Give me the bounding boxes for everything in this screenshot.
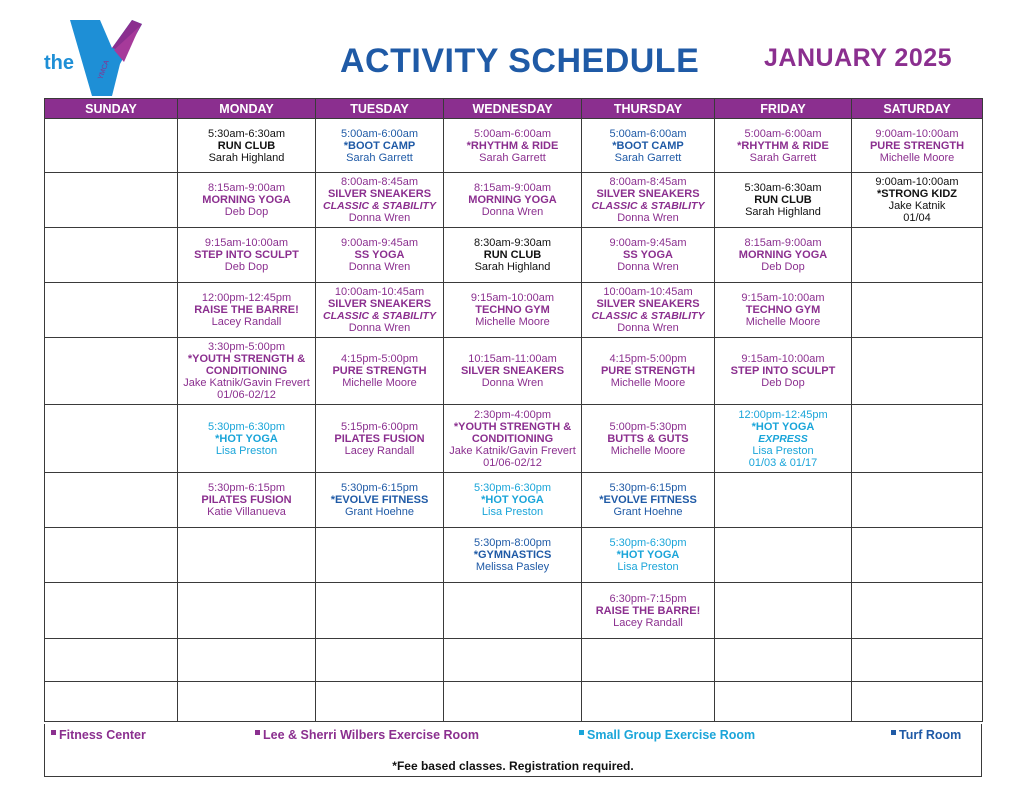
class-instructor: Lacey Randall [211,316,282,328]
class-instructor: Michelle Moore [610,444,686,457]
class-instructor: Jake Katnik/Gavin Frevert [449,444,576,457]
class-name-cont: CONDITIONING [471,432,554,445]
legend-item [891,728,961,742]
class-subtitle: CLASSIC & STABILITY [591,310,705,322]
class-subtitle: CLASSIC & STABILITY [591,200,705,212]
empty-slot [45,173,178,228]
empty-slot [45,338,178,405]
class-time: 9:00am-10:00am [875,176,959,188]
class-instructor: Melissa Pasley [475,561,550,573]
class-name: MORNING YOGA [202,194,291,206]
class-instructor: Lisa Preston [752,444,814,457]
class-instructor: Grant Hoehne [344,506,415,518]
class-instructor: Lacey Randall [613,616,683,629]
class-time: 9:15am-10:00am [204,237,289,249]
class-time: 5:15pm-6:00pm [340,420,419,433]
class-time: 12:00pm-12:45pm [201,292,292,304]
class-name: *EVOLVE FITNESS [330,494,429,506]
class-name: SS YOGA [354,249,405,261]
empty-slot [715,528,852,583]
class-instructor: Sarah Highland [474,261,551,273]
class-instructor: Sarah Garrett [479,151,546,164]
class-entry [582,583,715,639]
class-name: *STRONG KIDZ [876,188,958,200]
class-instructor: Donna Wren [617,322,679,334]
class-time: 4:15pm-5:00pm [609,353,687,365]
class-instructor: Sarah Garrett [614,151,682,164]
day-header-row [45,99,983,119]
class-instructor: Sarah Highland [745,206,821,218]
class-name: PILATES FUSION [201,494,292,506]
class-time: 5:30pm-6:15pm [207,482,286,494]
class-name: *GYMNASTICS [473,549,552,561]
empty-slot [852,338,983,405]
class-entry [444,283,582,338]
class-instructor: Donna Wren [348,212,411,224]
class-instructor: Lisa Preston [215,444,278,457]
class-instructor: Michelle Moore [342,377,417,389]
legend-label: Small Group Exercise Room [587,728,756,742]
legend-swatch [891,730,896,735]
legend-item [579,728,755,742]
class-time: 5:30pm-6:30pm [609,537,687,549]
class-name: SILVER SNEAKERS [327,188,432,200]
schedule-table [44,98,983,722]
class-entry [316,173,444,228]
day-header: MONDAY [178,99,316,119]
class-name: SS YOGA [623,249,673,261]
class-name: SILVER SNEAKERS [596,298,700,310]
class-time: 9:00am-10:00am [875,127,959,140]
empty-slot [852,583,983,639]
class-instructor: Michelle Moore [879,151,955,164]
class-entry [582,173,715,228]
class-entry [582,228,715,283]
class-entry [178,228,316,283]
empty-slot [852,228,983,283]
class-instructor: Donna Wren [481,206,544,218]
class-entry [582,405,715,473]
class-entry [444,473,582,528]
class-time: 2:30pm-4:00pm [473,408,552,421]
schedule-row [45,283,983,338]
class-time: 8:15am-9:00am [207,182,286,194]
class-instructor: Lisa Preston [617,561,679,573]
empty-slot [45,283,178,338]
class-name: *BOOT CAMP [343,139,416,152]
empty-slot [178,528,316,583]
class-name: PILATES FUSION [334,432,425,445]
class-time: 5:00am-6:00am [473,127,552,140]
legend-item [255,728,479,742]
class-time: 9:00am-9:45am [609,237,687,249]
legend-item [51,728,146,742]
class-entry [582,528,715,583]
class-time: 3:30pm-5:00pm [207,341,286,353]
class-instructor: Deb Dop [761,261,805,273]
legend-swatch [579,730,584,735]
class-instructor: Lisa Preston [481,506,544,518]
empty-slot [444,682,582,722]
class-subtitle: CLASSIC & STABILITY [323,200,436,212]
class-entry [715,405,852,473]
empty-slot [45,639,178,682]
schedule-row [45,583,983,639]
class-instructor: Sarah Garrett [749,151,817,164]
class-entry [316,405,444,473]
class-entry [444,528,582,583]
class-time: 5:30am-6:30am [744,182,822,194]
class-instructor: Donna Wren [348,261,411,273]
class-name: MORNING YOGA [468,194,557,206]
empty-slot [178,583,316,639]
ymca-y-icon [40,18,150,100]
schedule-row [45,338,983,405]
class-name: SILVER SNEAKERS [596,188,700,200]
class-entry [444,173,582,228]
class-name: TECHNO GYM [475,304,550,316]
class-dates: 01/04 [903,212,931,224]
class-entry [715,173,852,228]
class-subtitle: EXPRESS [758,432,808,445]
empty-slot [582,682,715,722]
class-instructor: Donna Wren [348,322,411,334]
class-entry [178,173,316,228]
class-time: 9:15am-10:00am [741,292,825,304]
class-entry [715,119,852,173]
empty-slot [852,283,983,338]
class-instructor: Grant Hoehne [613,506,683,518]
class-instructor: Donna Wren [617,212,679,224]
class-name: STEP INTO SCULPT [730,365,836,377]
empty-slot [45,119,178,173]
class-name: SILVER SNEAKERS [460,365,565,377]
class-time: 5:30pm-6:30pm [473,482,552,494]
class-time: 12:00pm-12:45pm [738,408,828,421]
class-dates: 01/06-02/12 [217,389,276,401]
class-entry [178,405,316,473]
class-time: 8:15am-9:00am [473,182,552,194]
class-entry [715,228,852,283]
page-title: ACTIVITY SCHEDULE [340,42,700,80]
class-dates: 01/06-02/12 [483,456,542,469]
empty-slot [852,528,983,583]
class-entry [444,228,582,283]
schedule-row [45,639,983,682]
class-time: 8:15am-9:00am [744,237,822,249]
class-time: 5:30pm-6:30pm [207,420,286,433]
empty-slot [852,473,983,528]
empty-slot [444,583,582,639]
schedule-row [45,405,983,473]
schedule-month: JANUARY 2025 [764,44,953,72]
legend-label: Lee & Sherri Wilbers Exercise Room [263,728,479,742]
class-instructor: Donna Wren [617,261,679,273]
class-time: 10:00am-10:45am [334,286,425,298]
empty-slot [178,639,316,682]
schedule-row [45,119,983,173]
class-entry [715,338,852,405]
class-entry [444,405,582,473]
class-name: RUN CLUB [217,139,276,152]
class-name: *HOT YOGA [616,549,680,561]
class-instructor: Donna Wren [481,377,544,389]
empty-slot [715,639,852,682]
empty-slot [715,583,852,639]
class-instructor: Jake Katnik [888,200,946,212]
empty-slot [316,682,444,722]
class-entry [582,119,715,173]
legend-swatch [255,730,260,735]
class-entry [178,283,316,338]
class-name: *RHYTHM & RIDE [737,139,829,152]
empty-slot [715,473,852,528]
class-name: *HOT YOGA [751,420,815,433]
class-time: 5:00am-6:00am [609,127,687,140]
empty-slot [45,583,178,639]
empty-slot [45,528,178,583]
class-entry [316,283,444,338]
empty-slot [582,639,715,682]
class-time: 5:30pm-8:00pm [473,537,552,549]
class-entry [715,283,852,338]
class-name: RAISE THE BARRE! [194,304,299,316]
class-instructor: Deb Dop [224,261,269,273]
class-entry [178,119,316,173]
class-name: *YOUTH STRENGTH & [453,420,572,433]
day-header: WEDNESDAY [444,99,582,119]
class-instructor: Deb Dop [761,377,805,389]
class-name: *HOT YOGA [481,494,544,506]
class-time: 6:30pm-7:15pm [609,592,687,605]
empty-slot [178,682,316,722]
day-header: FRIDAY [715,99,852,119]
class-entry [852,119,983,173]
class-instructor: Sarah Garrett [346,151,413,164]
class-name: *BOOT CAMP [612,139,684,152]
class-instructor: Michelle Moore [745,316,821,328]
class-time: 8:00am-8:45am [609,176,687,188]
class-instructor: Jake Katnik/Gavin Frevert [183,377,310,389]
ymca-logo [40,18,150,100]
class-name: RUN CLUB [754,194,812,206]
class-name: STEP INTO SCULPT [194,249,299,261]
class-instructor: Sarah Highland [208,151,285,164]
class-time: 5:00am-6:00am [340,127,419,140]
class-entry [316,338,444,405]
empty-slot [852,682,983,722]
schedule-legend [44,724,982,777]
class-name: *HOT YOGA [215,432,278,445]
class-name: *YOUTH STRENGTH & [187,353,306,365]
class-name: *EVOLVE FITNESS [599,494,697,506]
class-name: RUN CLUB [483,249,542,261]
class-subtitle: CLASSIC & STABILITY [323,310,436,322]
class-entry [582,283,715,338]
fee-footnote: *Fee based classes. Registration required. [392,759,634,773]
schedule-row [45,473,983,528]
class-time: 5:30pm-6:15pm [340,482,419,494]
class-instructor: Lacey Randall [344,444,415,457]
empty-slot [45,682,178,722]
class-dates: 01/03 & 01/17 [748,456,818,469]
class-name: SILVER SNEAKERS [327,298,432,310]
class-entry [316,473,444,528]
class-entry [316,119,444,173]
empty-slot [852,639,983,682]
class-instructor: Michelle Moore [610,377,686,389]
empty-slot [45,473,178,528]
empty-slot [316,528,444,583]
class-time: 5:30am-6:30am [207,127,286,140]
class-instructor: Katie Villanueva [207,506,286,518]
class-time: 4:15pm-5:00pm [340,353,419,365]
day-header: SATURDAY [852,99,983,119]
legend-label: Turf Room [899,728,962,742]
class-time: 10:00am-10:45am [603,286,693,298]
class-entry [444,119,582,173]
class-time: 9:00am-9:45am [340,237,419,249]
logo-ymca-text: YMCA [97,59,111,81]
class-entry [582,338,715,405]
class-entry [316,228,444,283]
class-entry [582,473,715,528]
class-time: 10:15am-11:00am [468,353,557,365]
class-entry [178,473,316,528]
empty-slot [45,405,178,473]
class-entry [444,338,582,405]
class-name: PURE STRENGTH [869,139,965,152]
class-name: TECHNO GYM [745,304,821,316]
class-entry [178,338,316,405]
empty-slot [852,405,983,473]
class-time: 5:00pm-5:30pm [609,420,687,433]
class-time: 5:30pm-6:15pm [609,482,687,494]
class-name: *RHYTHM & RIDE [466,139,559,152]
empty-slot [444,639,582,682]
class-time: 9:15am-10:00am [470,292,555,304]
class-time: 9:15am-10:00am [741,353,825,365]
schedule-row [45,682,983,722]
class-time: 5:00am-6:00am [744,127,822,140]
schedule-row [45,228,983,283]
class-name: PURE STRENGTH [332,365,427,377]
class-time: 8:00am-8:45am [340,176,419,188]
schedule-row [45,528,983,583]
empty-slot [316,583,444,639]
class-name: PURE STRENGTH [600,365,696,377]
day-header: TUESDAY [316,99,444,119]
empty-slot [316,639,444,682]
class-entry [852,173,983,228]
class-instructor: Michelle Moore [475,316,550,328]
legend-label: Fitness Center [59,728,146,742]
legend-swatch [51,730,56,735]
day-header: THURSDAY [582,99,715,119]
class-name: RAISE THE BARRE! [595,604,701,617]
empty-slot [45,228,178,283]
class-name: MORNING YOGA [738,249,828,261]
class-time: 8:30am-9:30am [473,237,552,249]
class-instructor: Deb Dop [224,206,269,218]
logo-the-text: the [44,52,74,74]
schedule-row [45,173,983,228]
class-name: BUTTS & GUTS [607,432,689,445]
class-name-cont: CONDITIONING [205,365,288,377]
day-header: SUNDAY [45,99,178,119]
empty-slot [715,682,852,722]
